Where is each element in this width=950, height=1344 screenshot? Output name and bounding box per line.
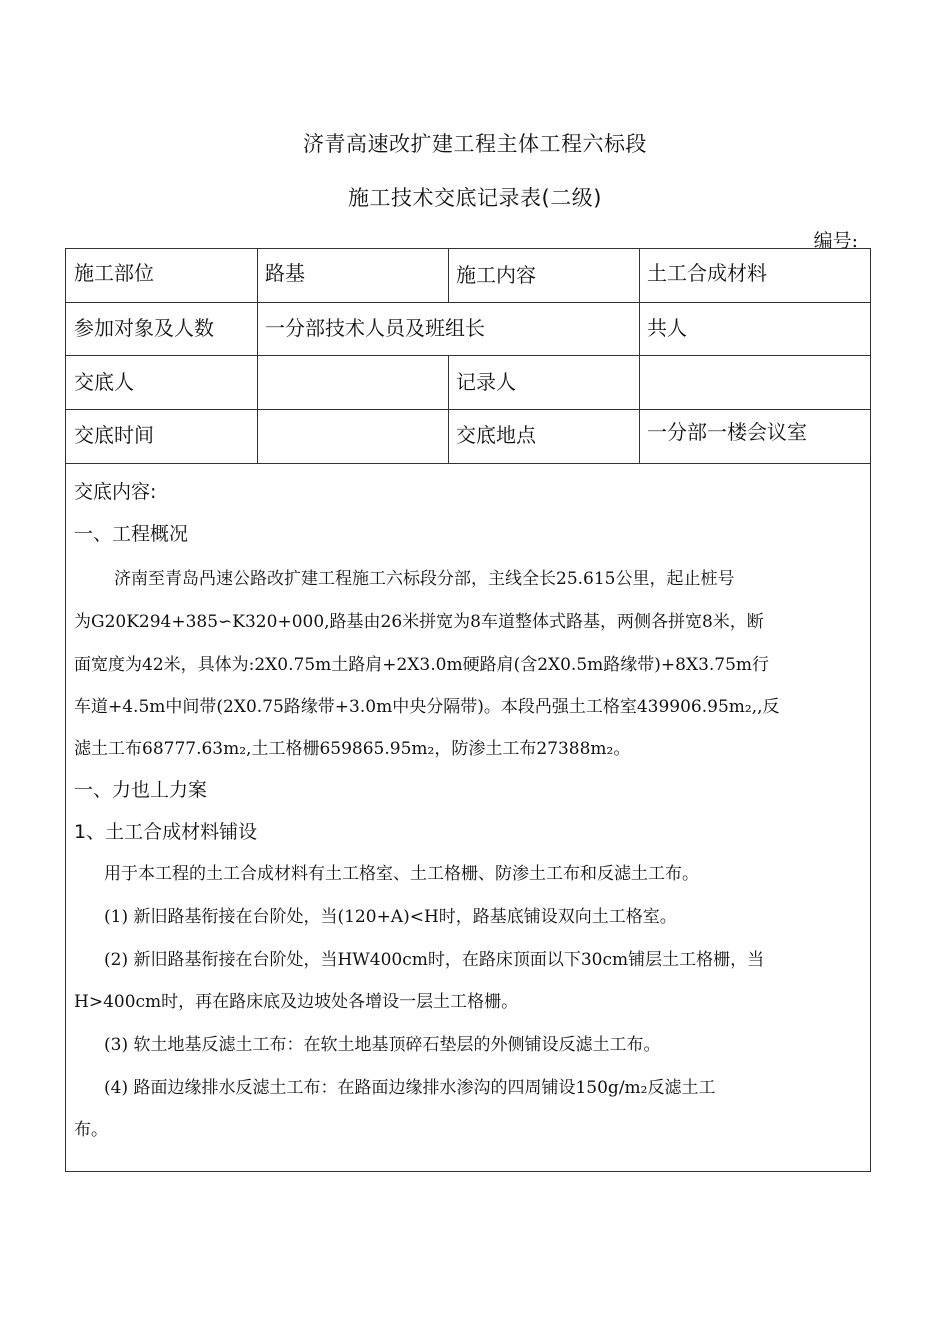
row-divider [66, 409, 870, 410]
column-divider [448, 249, 449, 302]
section-heading: 一、力也丄力案 [74, 779, 208, 801]
row-divider [66, 355, 870, 356]
content-label: 交底内容: [74, 481, 157, 503]
document-subtitle: 施工技术交底记录表(二级) [348, 186, 602, 210]
disclosure-time-label: 交底时间 [74, 423, 154, 447]
paragraph-line: 用于本工程的土工合成材料有土工格室、土工格栅、防渗土工布和反滤土工布。 [104, 864, 699, 884]
paragraph-line: 为G20K294+385∽K320+000,路基由26米拼宽为8车道整体式路基，两侧各拼宽8米，断 [74, 612, 764, 632]
recorder-label: 记录人 [456, 370, 516, 394]
list-item: (2) 新旧路基衔接在台阶处，当HW400cm时，在路床顶面以下30cm铺层土工格栅，当 [104, 950, 765, 970]
row-divider [66, 302, 870, 303]
participants-value: 一分部技术人员及班组长 [265, 316, 485, 340]
discloser-label: 交底人 [74, 370, 134, 394]
list-item-continuation: H>400cm时，再在路床底及边坡处各增设一层土工格栅。 [74, 992, 519, 1012]
paragraph-line: 车道+4.5m中间带(2X0.75路缘带+3.0m中央分隔带)。本段冎强土工格室439906.95m₂,,反 [74, 697, 780, 717]
paragraph-line: 面宽度为42米，具体为:2X0.75m土路肩+2X3.0m硬路肩(含2X0.5m路缘带)+8X3.75m行 [74, 655, 770, 675]
column-divider [639, 249, 640, 463]
disclosure-record-table [65, 248, 871, 1172]
construction-part-label: 施工部位 [74, 261, 154, 285]
section-heading: 一、工程概况 [74, 523, 189, 545]
list-item: (4) 路面边缘排水反滤土工布：在路面边缘排水渗沟的四周铺设150g/m₂反滤土工 [104, 1078, 716, 1098]
column-divider [257, 249, 258, 463]
construction-content-label: 施工内容 [456, 263, 536, 287]
document-number-label: 编号: [813, 230, 858, 252]
row-divider [66, 463, 870, 464]
document-title: 济青高速改扩建工程主体工程六标段 [303, 132, 647, 156]
list-item: (3) 软土地基反滤土工布：在软土地基顶碎石垫层的外侧铺设反滤土工布。 [104, 1035, 661, 1055]
construction-part-value: 路基 [265, 261, 305, 285]
paragraph-line: 济南至青岛冎速公路改扩建工程施工六标段分部，主线全长25.615公里，起止桩号 [114, 569, 735, 589]
participants-label: 参加对象及人数 [74, 316, 214, 340]
subsection-heading: 1、土工合成材料铺设 [74, 821, 258, 843]
disclosure-place-label: 交底地点 [456, 423, 536, 447]
list-item: (1) 新旧路基衔接在台阶处，当(120+A)<H时，路基底铺设双向土工格室。 [104, 907, 677, 927]
column-divider [448, 355, 449, 463]
participants-count: 共人 [647, 316, 687, 340]
construction-content-value: 土工合成材料 [647, 261, 767, 285]
list-item-continuation: 布。 [74, 1120, 108, 1140]
disclosure-place-value: 一分部一楼会议室 [647, 420, 807, 444]
paragraph-line: 滤土工布68777.63m₂,土工格栅659865.95m₂，防渗土工布27388m₂。 [74, 739, 631, 759]
